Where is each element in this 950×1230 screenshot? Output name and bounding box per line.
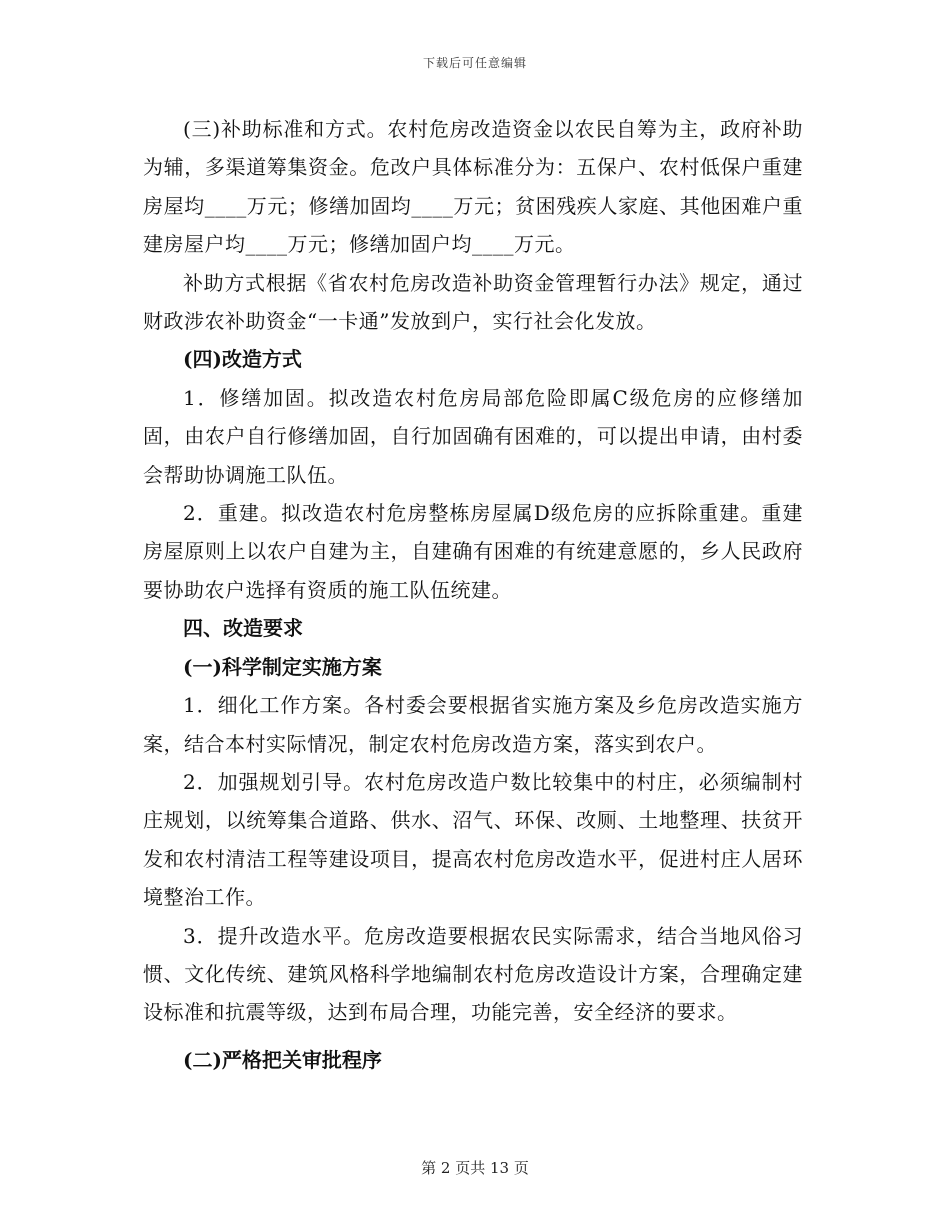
paragraph-improve-level: 3．提升改造水平。危房改造要根据农民实际需求，结合当地风俗习惯、文化传统、建筑风格科学地编制农村危房改造设计方案，合理确定建设标准和抗震等级，达到布局合理，功能完善，安全经济的要求。 [143, 923, 803, 1025]
paragraph-planning-guidance: 2．加强规划引导。农村危房改造户数比较集中的村庄，必须编制村庄规划，以统筹集合道路、供水、沼气、环保、改厕、土地整理、扶贫开发和农村清洁工程等建设项目，提高农村危房改造水平，促进村庄人居环境整治工作。 [143, 769, 803, 910]
heading-implementation-plan: (一)科学制定实施方案 [183, 654, 382, 679]
paragraph-repair: 1．修缮加固。拟改造农村危房局部危险即属C级危房的应修缮加固，由农户自行修缮加固，自行加固确有困难的，可以提出申请，由村委会帮助协调施工队伍。 [143, 385, 803, 487]
heading-renovation-requirements: 四、改造要求 [183, 616, 303, 641]
paragraph-subsidy-method: 补助方式根据《省农村危房改造补助资金管理暂行办法》规定，通过财政涉农补助资金“一卡通”发放到户，实行社会化发放。 [143, 270, 803, 334]
paragraph-rebuild: 2．重建。拟改造农村危房整栋房屋属D级危房的应拆除重建。重建房屋原则上以农户自建为主，自建确有困难的有统建意愿的，乡人民政府要协助农户选择有资质的施工队伍统建。 [143, 501, 803, 602]
page-footer: 第 2 页共 13 页 [421, 1159, 529, 1177]
page-header: 下载后可任意编辑 [422, 56, 527, 70]
heading-renovation-method: (四)改造方式 [183, 347, 302, 372]
document-body [143, 110, 803, 1079]
paragraph-subsidy-standard: (三)补助标准和方式。农村危房改造资金以农民自筹为主，政府补助为辅，多渠道筹集资金。危改户具体标准分为：五保户、农村低保户重建房屋均____万元；修缮加固均____万元；贫困残疾人家庭、其他困难户重建房屋户均____万元；修缮加固户均____万元。 [143, 117, 803, 257]
paragraph-work-plan: 1．细化工作方案。各村委会要根据省实施方案及乡危房改造实施方案，结合本村实际情况，制定农村危房改造方案，落实到农户。 [143, 693, 803, 756]
heading-approval-procedure: (二)严格把关审批程序 [183, 1047, 382, 1072]
